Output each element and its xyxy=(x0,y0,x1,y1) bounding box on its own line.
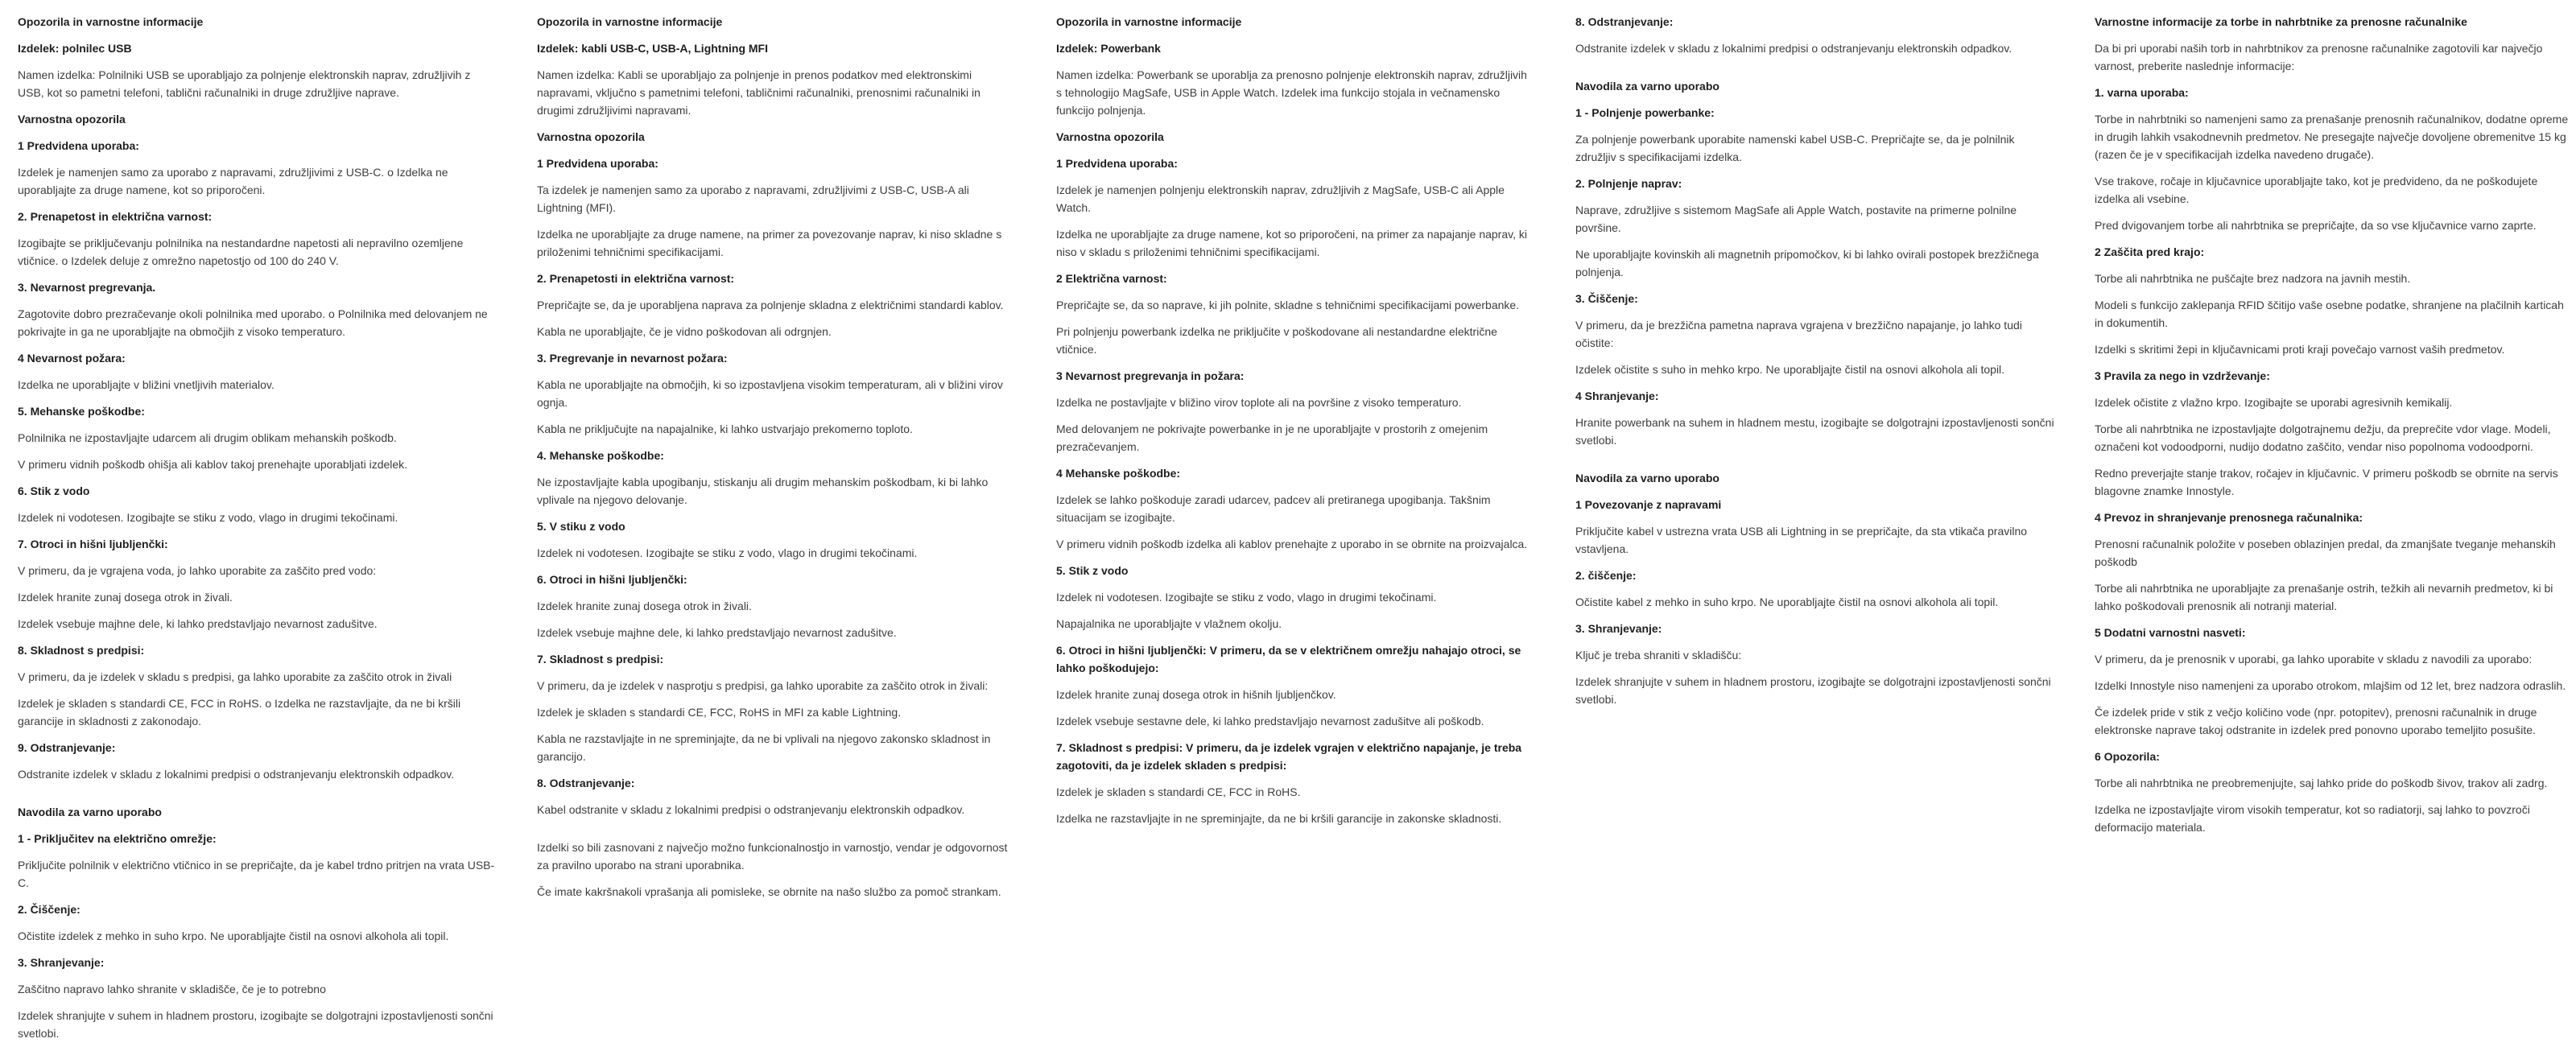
paragraph: Izogibajte se priključevanju polnilnika na nestandardne napetosti ali nepravilno ozemljene vtičnice. o Izdelek deluje z omrežno napetostjo od 100 do 240 V. xyxy=(18,237,464,267)
paragraph: Izdelek se lahko poškoduje zaradi udarcev, padcev ali pretiranega upogibanja. Takšnim situacijam se izogibajte. xyxy=(1056,493,1491,524)
paragraph: Torbe ali nahrbtnika ne preobremenjujte, saj lahko pride do poškodb šivov, trakov ali zadrg. xyxy=(2095,777,2548,789)
paragraph: Izdelek hranite zunaj dosega otrok in hišnih ljubljenčkov. xyxy=(1056,688,1336,701)
column-3 xyxy=(1056,13,1535,836)
paragraph: Izdelek vsebuje majhne dele, ki lahko predstavljajo nevarnost zadušitve. xyxy=(18,617,378,630)
section-heading: 4. Mehanske poškodbe: xyxy=(537,449,664,462)
paragraph: Odstranite izdelek v skladu z lokalnimi predpisi o odstranjevanju elektronskih odpadkov. xyxy=(18,768,455,781)
section-heading: 7. Skladnost s predpisi: xyxy=(537,653,664,666)
section-heading: 4 Nevarnost požara: xyxy=(18,352,126,365)
section-heading: 7. Skladnost s predpisi: V primeru, da je izdelek vgrajen v električno napajanje, je treba zagotoviti, da je izdelek skladen s predpisi: xyxy=(1056,741,1522,772)
section-heading: 2. Prenapetost in električna varnost: xyxy=(18,210,213,223)
section-heading: Izdelek: Powerbank xyxy=(1056,42,1161,55)
paragraph: V primeru, da je brezžična pametna naprava vgrajena v brezžično napajanje, jo lahko tudi očistite: xyxy=(1575,319,2022,349)
section-heading: Navodila za varno uporabo xyxy=(1575,472,1719,484)
paragraph: Izdelka ne uporabljajte za druge namene, kot so priporočeni, na primer za napajanje naprav, ki niso v skladu s priloženimi tehničnimi specifikacijami. xyxy=(1056,228,1527,258)
paragraph: Izdelka ne izpostavljajte virom visokih temperatur, kot so radiatorji, saj lahko to povzroči deformacijo materiala. xyxy=(2095,803,2530,834)
section-heading: 1. varna uporaba: xyxy=(2095,86,2189,99)
paragraph: Očistite izdelek z mehko in suho krpo. Ne uporabljajte čistil na osnovi alkohola ali topil. xyxy=(18,929,449,942)
paragraph: Izdelka ne postavljajte v bližino virov toplote ali na površine z visoko temperaturo. xyxy=(1056,396,1462,409)
section-heading: 1 - Polnjenje powerbanke: xyxy=(1575,106,1715,119)
column-5 xyxy=(2095,13,2574,845)
section-heading: 3. Čiščenje: xyxy=(1575,292,1638,305)
section-heading: 2. Prenapetosti in električna varnost: xyxy=(537,272,735,285)
section-heading: 3. Nevarnost pregrevanja. xyxy=(18,281,156,294)
paragraph: Izdelek je skladen s standardi CE, FCC in RoHS. xyxy=(1056,785,1301,798)
paragraph: Ključ je treba shraniti v skladišču: xyxy=(1575,649,1742,662)
paragraph: Izdelek je namenjen polnjenju elektronskih naprav, združljivih z MagSafe, USB-C ali Apple Watch. xyxy=(1056,183,1505,214)
section-heading: 6. Stik z vodo xyxy=(18,484,90,497)
spacer xyxy=(18,792,497,803)
paragraph: Izdelek očistite z vlažno krpo. Izogibajte se uporabi agresivnih kemikalij. xyxy=(2095,396,2453,409)
paragraph: Izdelek vsebuje majhne dele, ki lahko predstavljajo nevarnost zadušitve. xyxy=(537,626,897,639)
section-heading: 1 Povezovanje z napravami xyxy=(1575,498,1722,511)
paragraph: Redno preverjajte stanje trakov, ročajev in ključavnic. V primeru poškodb se obrnite na servis blagovne znamke Innostyle. xyxy=(2095,467,2558,497)
paragraph: Izdelki Innostyle niso namenjeni za uporabo otrokom, mlajšim od 12 let, brez nadzora odraslih. xyxy=(2095,679,2566,692)
paragraph: Namen izdelka: Polnilniki USB se uporabljajo za polnjenje elektronskih naprav, združljivih z USB, kot so pametni telefoni, tablični računalniki in druge združljive naprave. xyxy=(18,68,471,99)
paragraph: Torbe ali nahrbtnika ne izpostavljajte dolgotrajnemu dežju, da preprečite vdor vlage. Modeli, označeni kot vodoodporni, nudijo dodatno zaščito, vendar niso popolnoma vodoodporni. xyxy=(2095,422,2551,453)
section-heading: 9. Odstranjevanje: xyxy=(18,741,116,754)
paragraph: Izdelek shranjujte v suhem in hladnem prostoru, izogibajte se dolgotrajni izpostavljenosti sončni svetlobi. xyxy=(18,1009,493,1040)
paragraph: Izdelek shranjujte v suhem in hladnem prostoru, izogibajte se dolgotrajni izpostavljenosti sončni svetlobi. xyxy=(1575,675,2051,706)
spacer xyxy=(1575,66,2054,77)
paragraph: Vse trakove, ročaje in ključavnice uporabljajte tako, kot je predvideno, da ne poškodujete izdelka ali vsebine. xyxy=(2095,175,2538,205)
paragraph: Izdelek je skladen s standardi CE, FCC, RoHS in MFI za kable Lightning. xyxy=(537,706,902,719)
section-heading: Varnostna opozorila xyxy=(537,130,645,143)
paragraph: Ta izdelek je namenjen samo za uporabo z napravami, združljivimi z USB-C, USB-A ali Lightning (MFI). xyxy=(537,183,969,214)
section-heading: 3 Nevarnost pregrevanja in požara: xyxy=(1056,369,1245,382)
paragraph: Ne uporabljajte kovinskih ali magnetnih pripomočkov, ki bi lahko ovirali postopek brezžičnega polnjenja. xyxy=(1575,248,2039,278)
section-heading: 1 - Priključitev na električno omrežje: xyxy=(18,832,217,845)
paragraph: Odstranite izdelek v skladu z lokalnimi predpisi o odstranjevanju elektronskih odpadkov. xyxy=(1575,42,2013,55)
section-heading: 5. Mehanske poškodbe: xyxy=(18,405,145,418)
section-heading: Varnostna opozorila xyxy=(1056,130,1164,143)
section-heading: Opozorila in varnostne informacije xyxy=(1056,15,1242,28)
paragraph: Zagotovite dobro prezračevanje okoli polnilnika med uporabo. o Polnilnika med delovanjem ne pokrivajte in ga ne uporabljajte na območjih z visoko temperaturo. xyxy=(18,307,488,338)
section-heading: Izdelek: polnilec USB xyxy=(18,42,132,55)
section-heading: Varnostne informacije za torbe in nahrbtnike za prenosne računalnike xyxy=(2095,15,2467,28)
section-heading: 4 Prevoz in shranjevanje prenosnega računalnika: xyxy=(2095,511,2363,524)
section-heading: 3. Shranjevanje: xyxy=(1575,622,1662,635)
paragraph: Izdelki so bili zasnovani z največjo možno funkcionalnostjo in varnostjo, vendar je odgovornost za pravilno uporabo na strani uporabnika. xyxy=(537,841,1008,872)
section-heading: 6 Opozorila: xyxy=(2095,750,2160,763)
spacer xyxy=(1575,458,2054,469)
section-heading: 1 Predvidena uporaba: xyxy=(18,139,139,152)
section-heading: Opozorila in varnostne informacije xyxy=(18,15,204,28)
paragraph: Če imate kakršnakoli vprašanja ali pomisleke, se obrnite na našo službo za pomoč strankam. xyxy=(537,885,1001,898)
section-heading: 2 Zaščita pred krajo: xyxy=(2095,245,2205,258)
section-heading: 2. Polnjenje naprav: xyxy=(1575,177,1682,190)
paragraph: Namen izdelka: Powerbank se uporablja za prenosno polnjenje elektronskih naprav, združljivih s tehnologijo MagSafe, USB in Apple Watch. Izdelek ima funkcijo stojala in večnamensko funkcijo polnjenja. xyxy=(1056,68,1527,117)
paragraph: Izdelek je skladen s standardi CE, FCC in RoHS. o Izdelka ne razstavljajte, da ne bi kršili garancije in skladnosti z zakonodajo. xyxy=(18,697,461,727)
section-heading: 6. Otroci in hišni ljubljenčki: V primeru, da se v električnem omrežju nahajajo otroci, se lahko poškodujejo: xyxy=(1056,644,1521,674)
section-heading: 1 Predvidena uporaba: xyxy=(1056,157,1178,170)
paragraph: Napajalnika ne uporabljajte v vlažnem okolju. xyxy=(1056,617,1282,630)
section-heading: 2. čiščenje: xyxy=(1575,569,1637,582)
section-heading: 7. Otroci in hišni ljubljenčki: xyxy=(18,538,168,550)
paragraph: Očistite kabel z mehko in suho krpo. Ne uporabljajte čistil na osnovi alkohola ali topil. xyxy=(1575,596,1999,608)
section-heading: 8. Odstranjevanje: xyxy=(537,777,635,789)
section-heading: Navodila za varno uporabo xyxy=(1575,80,1719,93)
paragraph: Izdelka ne uporabljajte v bližini vnetljivih materialov. xyxy=(18,378,275,391)
paragraph: Torbe ali nahrbtnika ne uporabljajte za prenašanje ostrih, težkih ali nevarnih predmetov, ki bi lahko poškodovali prenosnik ali notranji material. xyxy=(2095,582,2553,612)
section-heading: 3. Shranjevanje: xyxy=(18,956,105,969)
section-heading: 1 Predvidena uporaba: xyxy=(537,157,658,170)
section-heading: 3 Pravila za nego in vzdrževanje: xyxy=(2095,369,2270,382)
paragraph: Izdelki s skritimi žepi in ključavnicami proti kraji povečajo varnost vaših predmetov. xyxy=(2095,343,2505,356)
paragraph: Izdelek ni vodotesen. Izogibajte se stiku z vodo, vlago in drugimi tekočinami. xyxy=(18,511,398,524)
paragraph: Pred dvigovanjem torbe ali nahrbtnika se prepričajte, da so vse ključavnice varno zaprte. xyxy=(2095,219,2537,232)
paragraph: Ne izpostavljajte kabla upogibanju, stiskanju ali drugim mehanskim poškodbam, ki bi lahko vplivale na njegovo delovanje. xyxy=(537,476,989,506)
paragraph: Naprave, združljive s sistemom MagSafe ali Apple Watch, postavite na primerne polnilne površine. xyxy=(1575,204,2017,234)
section-heading: 2. Čiščenje: xyxy=(18,903,80,916)
paragraph: Zaščitno napravo lahko shranite v skladišče, če je to potrebno xyxy=(18,983,326,995)
paragraph: Izdelek je namenjen samo za uporabo z napravami, združljivimi z USB-C. o Izdelka ne uporabljajte za druge namene, kot so priporočeni. xyxy=(18,166,448,196)
paragraph: Izdelka ne uporabljajte za druge namene, na primer za povezovanje naprav, ki niso skladne s priloženimi tehničnimi specifikacijami. xyxy=(537,228,1002,258)
paragraph: Prepričajte se, da so naprave, ki jih polnite, skladne s tehničnimi specifikacijami powerbanke. xyxy=(1056,299,1520,311)
column-1 xyxy=(18,13,497,1051)
section-heading: Navodila za varno uporabo xyxy=(18,806,162,818)
section-heading: 2 Električna varnost: xyxy=(1056,272,1167,285)
section-heading: 3. Pregrevanje in nevarnost požara: xyxy=(537,352,728,365)
paragraph: Izdelek ni vodotesen. Izogibajte se stiku z vodo, vlago in drugimi tekočinami. xyxy=(537,546,918,559)
paragraph: Da bi pri uporabi naših torb in nahrbtnikov za prenosne računalnike zagotovili kar največjo varnost, preberite naslednje informacije: xyxy=(2095,42,2543,72)
spacer xyxy=(537,827,1016,839)
section-heading: Izdelek: kabli USB-C, USB-A, Lightning MFI xyxy=(537,42,768,55)
section-heading: Varnostna opozorila xyxy=(18,113,126,126)
section-heading: 5. V stiku z vodo xyxy=(537,520,625,533)
paragraph: Modeli s funkcijo zaklepanja RFID ščitijo vaše osebne podatke, shranjene na plačilnih karticah in dokumentih. xyxy=(2095,299,2564,329)
section-heading: 4 Mehanske poškodbe: xyxy=(1056,467,1181,480)
paragraph: Torbe ali nahrbtnika ne puščajte brez nadzora na javnih mestih. xyxy=(2095,272,2411,285)
paragraph: Izdelek ni vodotesen. Izogibajte se stiku z vodo, vlago in drugimi tekočinami. xyxy=(1056,591,1437,604)
paragraph: Izdelek hranite zunaj dosega otrok in živali. xyxy=(18,591,233,604)
paragraph: V primeru vidnih poškodb izdelka ali kablov prenehajte z uporabo in se obrnite na proizvajalca. xyxy=(1056,538,1528,550)
paragraph: Torbe in nahrbtniki so namenjeni samo za prenašanje prenosnih računalnikov, dodatne opreme in drugih lahkih vsakodnevnih predmetov. Ne presegajte največje dovoljene obremenitve 15 kg (razen če je v specifikacijah izdelka navedeno drugače). xyxy=(2095,113,2569,161)
paragraph: Izdelek očistite s suho in mehko krpo. Ne uporabljajte čistil na osnovi alkohola ali topil. xyxy=(1575,363,2005,376)
paragraph: Priključite kabel v ustrezna vrata USB ali Lightning in se prepričajte, da sta vtikača pravilno vstavljena. xyxy=(1575,525,2028,555)
paragraph: Izdelka ne razstavljajte in ne spreminjajte, da ne bi kršili garancije in zakonske skladnosti. xyxy=(1056,812,1502,825)
paragraph: Prepričajte se, da je uporabljena naprava za polnjenje skladna z električnimi standardi kablov. xyxy=(537,299,1004,311)
paragraph: Prenosni računalnik položite v poseben oblazinjen predal, da zmanjšate tveganje mehanskih poškodb xyxy=(2095,538,2556,568)
paragraph: Kabla ne uporabljajte, če je vidno poškodovan ali odrgnjen. xyxy=(537,325,832,338)
section-heading: 4 Shranjevanje: xyxy=(1575,389,1659,402)
paragraph: Izdelek vsebuje sestavne dele, ki lahko predstavljajo nevarnost zadušitve ali poškodb. xyxy=(1056,715,1484,727)
paragraph: V primeru, da je prenosnik v uporabi, ga lahko uporabite v skladu z navodili za uporabo: xyxy=(2095,653,2533,666)
paragraph: Med delovanjem ne pokrivajte powerbanke in je ne uporabljajte v prostorih z omejenim prezračevanjem. xyxy=(1056,422,1488,453)
paragraph: Če izdelek pride v stik z večjo količino vode (npr. potopitev), prenosni računalnik in druge elektronske naprave takoj odstranite in izdelek pred ponovno uporabo temeljito posušite. xyxy=(2095,706,2537,736)
column-4 xyxy=(1575,13,2054,717)
section-heading: 5. Stik z vodo xyxy=(1056,564,1129,577)
section-heading: 6. Otroci in hišni ljubljenčki: xyxy=(537,573,687,586)
section-heading: 8. Skladnost s predpisi: xyxy=(18,644,145,657)
section-heading: Opozorila in varnostne informacije xyxy=(537,15,723,28)
paragraph: V primeru, da je izdelek v skladu s predpisi, ga lahko uporabite za zaščito otrok in živali xyxy=(18,670,452,683)
paragraph: Priključite polnilnik v električno vtičnico in se prepričajte, da je kabel trdno pritrjen na vrata USB-C. xyxy=(18,859,495,889)
paragraph: Pri polnjenju powerbank izdelka ne priključite v poškodovane ali nestandardne električne vtičnice. xyxy=(1056,325,1497,356)
paragraph: V primeru, da je vgrajena voda, jo lahko uporabite za zaščito pred vodo: xyxy=(18,564,377,577)
section-heading: 8. Odstranjevanje: xyxy=(1575,15,1674,28)
paragraph: Polnilnika ne izpostavljajte udarcem ali drugim oblikam mehanskih poškodb. xyxy=(18,431,397,444)
paragraph: Hranite powerbank na suhem in hladnem mestu, izogibajte se dolgotrajni izpostavljenosti sončni svetlobi. xyxy=(1575,416,2054,447)
section-heading: 5 Dodatni varnostni nasveti: xyxy=(2095,626,2246,639)
paragraph: V primeru, da je izdelek v nasprotju s predpisi, ga lahko uporabite za zaščito otrok in živali: xyxy=(537,679,989,692)
paragraph: Kabla ne razstavljajte in ne spreminjajte, da ne bi vplivali na njegovo zakonsko skladnost in garancijo. xyxy=(537,732,991,763)
paragraph: Izdelek hranite zunaj dosega otrok in živali. xyxy=(537,600,752,612)
paragraph: Kabel odstranite v skladu z lokalnimi predpisi o odstranjevanju elektronskih odpadkov. xyxy=(537,803,965,816)
column-2 xyxy=(537,13,1016,909)
paragraph: V primeru vidnih poškodb ohišja ali kablov takoj prenehajte uporabljati izdelek. xyxy=(18,458,408,471)
paragraph: Kabla ne uporabljajte na območjih, ki so izpostavljena visokim temperaturam, ali v bližini virov ognja. xyxy=(537,378,1003,409)
paragraph: Kabla ne priključujte na napajalnike, ki lahko ustvarjajo prekomerno toploto. xyxy=(537,422,913,435)
paragraph: Za polnjenje powerbank uporabite namenski kabel USB-C. Prepričajte se, da je polnilnik združljiv s specifikacijami izdelka. xyxy=(1575,133,2015,163)
paragraph: Namen izdelka: Kabli se uporabljajo za polnjenje in prenos podatkov med elektronskimi napravami, vključno s pametnimi telefoni, tabličnimi računalniki, prenosnimi računalniki in drugimi združljivimi napravami. xyxy=(537,68,980,117)
